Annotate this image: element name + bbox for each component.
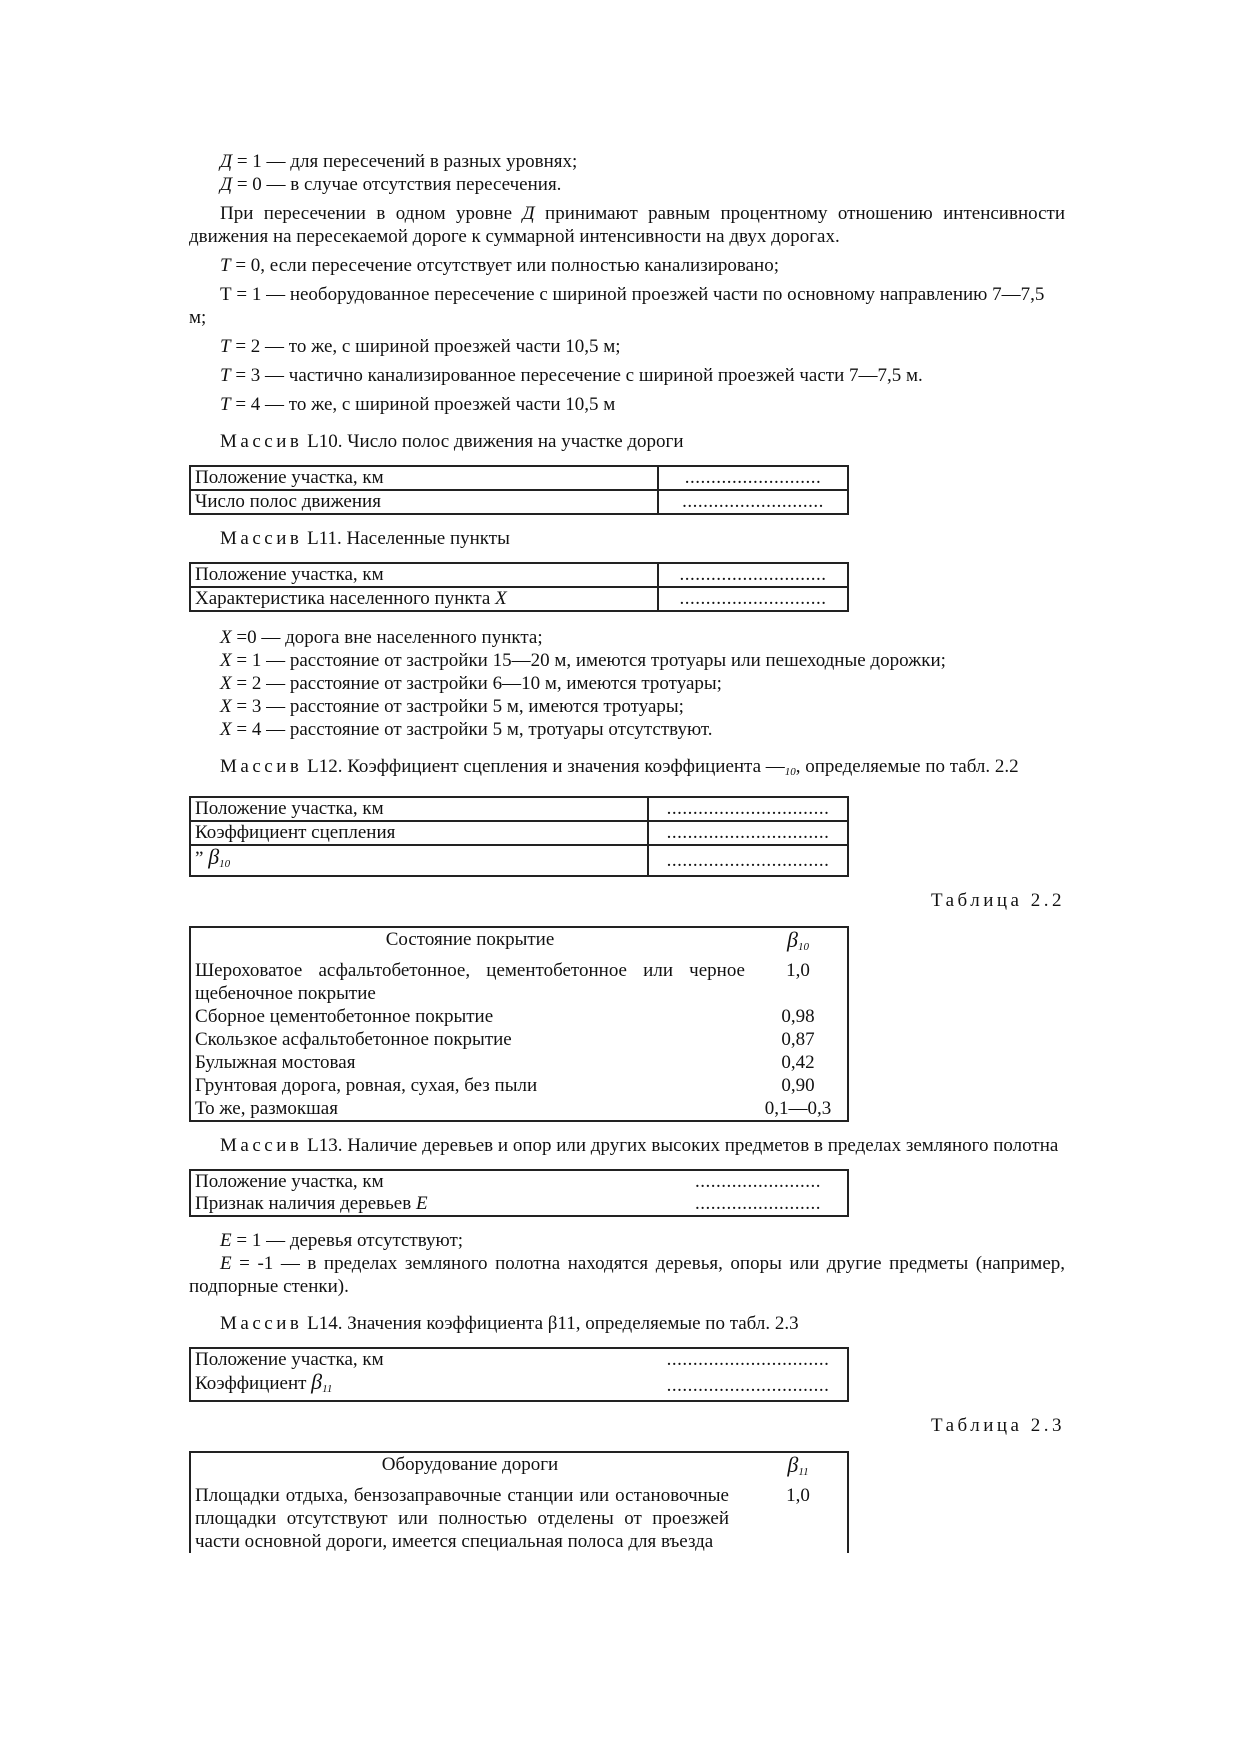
t-line-0: Т = 0, если пересечение отсутствует или полностью канализировано; xyxy=(220,255,779,276)
table-row: Шероховатое асфальтобетонное, цементобетонное или черное щебеночное покрытие 1,0 xyxy=(195,960,810,1004)
table-row xyxy=(190,466,848,490)
table-row xyxy=(190,821,848,845)
table-row: Скользкое асфальтобетонное покрытие 0,87 xyxy=(195,1029,815,1050)
header-col-2: $\beta_{11}$ xyxy=(787,1452,809,1478)
d-line-2: Д = 0 — в случае отсутствия пересечения. xyxy=(220,174,562,195)
table-row xyxy=(190,490,848,514)
header-col-2: $\beta_{10}$ xyxy=(787,927,809,953)
table-row xyxy=(190,563,848,587)
table-row xyxy=(190,1170,848,1193)
table-row xyxy=(190,1348,848,1371)
row-label: Положение участка, км xyxy=(190,1170,669,1193)
array-l14-heading: Массив L14. Значения коэффициента β11, определяемые по табл. 2.3 xyxy=(220,1313,799,1334)
row-label: Положение участка, км xyxy=(190,466,658,490)
array-l12-heading: Массив L12. Коэффициент сцепления и значения коэффициента $—_{10}$, определяемые по табл. 2.2 xyxy=(220,756,1019,778)
table-row: Грунтовая дорога, ровная, сухая, без пыли 0,90 xyxy=(195,1075,815,1096)
table-row xyxy=(190,845,848,876)
beta-symbol: β xyxy=(311,1369,323,1394)
table-row xyxy=(190,1371,848,1401)
intersection-paragraph: При пересечении в одном уровне Д принимают равным процентному отношению интенсивности движения на пересекаемой дороге к суммарной интенсивности на двух дорогах. xyxy=(189,203,1065,247)
header-col-1: Состояние покрытие xyxy=(385,929,555,950)
d-line-1: Д = 1 — для пересечений в разных уровнях; xyxy=(220,151,578,172)
row-value: .......................... xyxy=(658,466,848,490)
x-line-2: X = 2 — расстояние от застройки 6—10 м, имеются тротуары; xyxy=(220,673,722,694)
row-value: ............................... xyxy=(648,797,848,821)
t-line-2: Т = 2 — то же, с шириной проезжей части 10,5 м; xyxy=(220,336,621,357)
array-l10-heading: Массив L10. Число полос движения на участке дороги xyxy=(220,431,684,452)
x-line-3: X = 3 — расстояние от застройки 5 м, имеются тротуары; xyxy=(220,696,684,717)
table-row: То же, размокшая 0,1—0,3 xyxy=(195,1098,832,1119)
row-value: ............................ xyxy=(658,563,848,587)
array-l12-table xyxy=(189,796,849,877)
t-line-1: Т = 1 — необорудованное пересечение с шириной проезжей части по основному направлению 7—7,5 м; xyxy=(189,284,1045,328)
row-value: ............................... xyxy=(649,1348,848,1371)
table-header-row xyxy=(190,1452,848,1484)
row-label: Положение участка, км xyxy=(190,797,648,821)
e-line-1: E = -1 — в пределах земляного полотна находятся деревья, опоры или другие предметы (например, подпорные стенки). xyxy=(189,1253,1065,1297)
array-l10-table xyxy=(189,465,849,515)
x-line-0: X =0 — дорога вне населенного пункта; xyxy=(220,627,543,648)
row-label: Положение участка, км xyxy=(190,563,658,587)
row-label: ” $\beta_{10}$ xyxy=(190,845,648,876)
array-l13-heading: Массив L13. Наличие деревьев и опор или других высоких предметов в пределах земляного полотна xyxy=(220,1135,1059,1156)
row-label: Положение участка, км xyxy=(190,1348,649,1371)
table-header-row xyxy=(190,927,848,959)
header-col-1: Оборудование дороги xyxy=(381,1454,559,1475)
table-2-3 xyxy=(189,1451,849,1553)
table-2-2-caption: Таблица 2.2 xyxy=(930,890,1065,911)
array-l11-table xyxy=(189,562,849,612)
x-line-1: X = 1 — расстояние от застройки 15—20 м, имеются тротуары или пешеходные дорожки; xyxy=(220,650,946,671)
table-row: Сборное цементобетонное покрытие 0,98 xyxy=(195,1006,815,1027)
table-row xyxy=(190,587,848,611)
table-2-3-caption: Таблица 2.3 xyxy=(930,1415,1065,1436)
row-value: ............................... xyxy=(649,1371,848,1401)
row-value: ............................... xyxy=(648,845,848,876)
row-value: ............................ xyxy=(658,587,848,611)
row-label: Коэффициент сцепления xyxy=(190,821,648,845)
array-l13-table xyxy=(189,1169,849,1217)
row-value: ........................... xyxy=(658,490,848,514)
table-row: Площадки отдыха, бензозаправочные станции или остановочные площадки отсутствуют или полностью отделены от проезжей части основной дороги, имеется специальная полоса для въезда 1,0 xyxy=(195,1485,810,1552)
document-body xyxy=(189,150,1065,1565)
row-label: Число полос движения xyxy=(190,490,658,514)
row-label: Признак наличия деревьев E xyxy=(190,1193,669,1216)
table-row: Булыжная мостовая 0,42 xyxy=(195,1052,815,1073)
row-value: ............................... xyxy=(648,821,848,845)
e-line-0: E = 1 — деревья отсутствуют; xyxy=(220,1230,464,1251)
row-value: ........................ xyxy=(669,1193,848,1216)
row-label: Характеристика населенного пункта X xyxy=(190,587,658,611)
row-value: ........................ xyxy=(669,1170,848,1193)
table-row xyxy=(190,797,848,821)
beta-symbol: β xyxy=(208,844,220,869)
x-line-4: X = 4 — расстояние от застройки 5 м, тротуары отсутствуют. xyxy=(220,719,713,740)
array-l11-heading: Массив L11. Населенные пункты xyxy=(220,528,510,549)
array-l14-table xyxy=(189,1347,849,1402)
table-row xyxy=(190,1193,848,1216)
t-line-3: Т = 3 — частично канализированное пересечение с шириной проезжей части 7—7,5 м. xyxy=(220,365,923,386)
t-line-4: Т = 4 — то же, с шириной проезжей части 10,5 м xyxy=(220,394,616,415)
row-label: Коэффициент $\beta_{11}$ xyxy=(190,1371,649,1401)
table-2-2 xyxy=(189,926,849,1122)
